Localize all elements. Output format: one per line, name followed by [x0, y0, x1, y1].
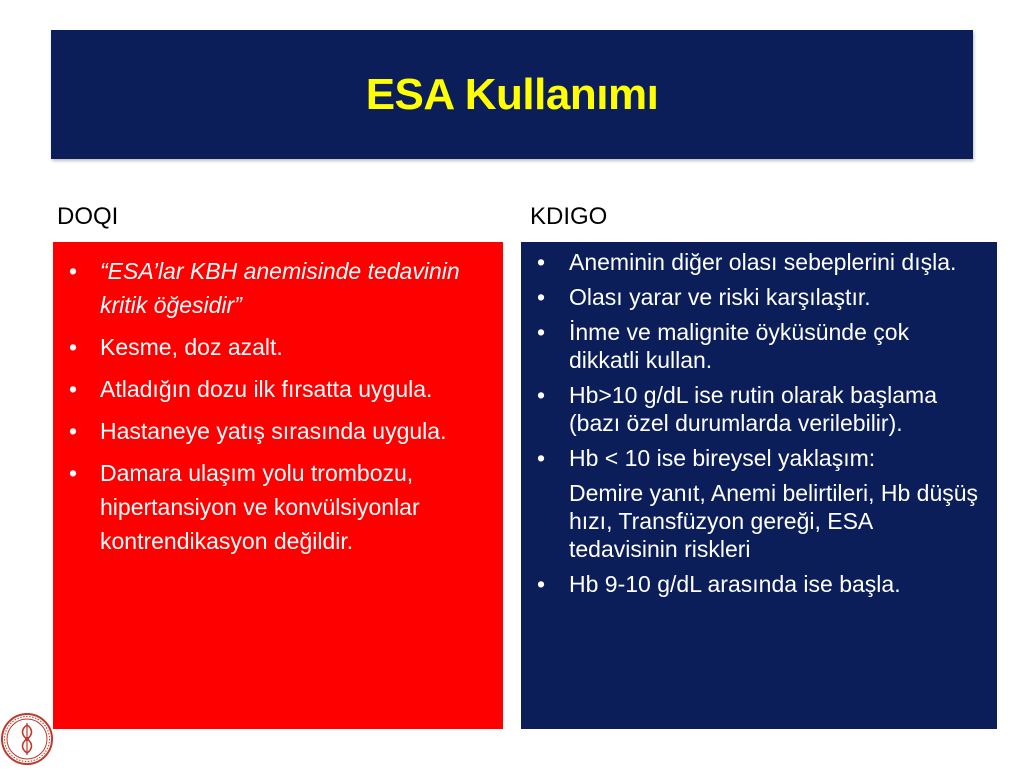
title-banner: [51, 30, 973, 159]
bullet-icon: •: [537, 249, 546, 275]
doqi-panel: [53, 242, 503, 729]
bullet-icon: •: [537, 445, 546, 471]
list-item-continuation: Demire yanıt, Anemi belirtileri, Hb düşüş hızı, Transfüzyon gereği, ESA tedavisinin riskleri: [569, 480, 979, 562]
bullet-icon: •: [69, 258, 78, 284]
list-item-text: Olası yarar ve riski karşılaştır.: [569, 284, 871, 310]
list-item-text: İnme ve malignite öyküsünde çok dikkatli kullan.: [569, 319, 910, 373]
list-item: [65, 456, 491, 558]
doqi-heading: DOQI: [57, 203, 119, 230]
list-item: [533, 248, 985, 276]
institution-seal-icon: [0, 712, 54, 766]
list-item-text: Hastaneye yatış sırasında uygula.: [100, 418, 447, 444]
bullet-icon: •: [537, 284, 546, 310]
list-item-text: Hb>10 g/dL ise rutin olarak başlama (bazı özel durumlarda verilebilir).: [569, 382, 937, 436]
list-item: [65, 330, 491, 364]
list-item-text: Atladığın dozu ilk fırsatta uygula.: [100, 376, 433, 402]
bullet-icon: •: [69, 376, 78, 402]
list-item-text: Hb 9-10 g/dL arasında ise başla.: [569, 571, 901, 597]
list-item-text: Damara ulaşım yolu trombozu, hipertansiyon ve konvülsiyonlar kontrendikasyon değildir.: [100, 460, 420, 554]
bullet-icon: •: [69, 418, 78, 444]
list-item: [533, 381, 985, 437]
list-item: [533, 283, 985, 311]
bullet-icon: •: [537, 382, 546, 408]
kdigo-heading: KDIGO: [530, 203, 608, 230]
list-item-text: Hb < 10 ise bireysel yaklaşım:: [569, 445, 876, 471]
list-item: [65, 372, 491, 406]
bullet-icon: •: [537, 571, 546, 597]
slide-title: ESA Kullanımı: [365, 69, 659, 119]
list-item: [65, 414, 491, 448]
list-item: [533, 570, 985, 598]
list-item: [533, 318, 985, 374]
list-item-text: “ESA’lar KBH anemisinde tedavinin kritik öğesidir”: [100, 258, 460, 318]
doqi-list: [65, 254, 491, 558]
kdigo-list-end: [533, 570, 985, 598]
bullet-icon: •: [69, 334, 78, 360]
list-item-text: Kesme, doz azalt.: [100, 334, 283, 360]
list-item-text: Aneminin diğer olası sebeplerini dışla.: [569, 249, 957, 275]
bullet-icon: •: [537, 319, 546, 345]
kdigo-list: [533, 248, 985, 472]
bullet-icon: •: [69, 460, 78, 486]
list-item: [65, 254, 491, 322]
kdigo-panel: [521, 242, 997, 729]
list-item: [533, 444, 985, 472]
